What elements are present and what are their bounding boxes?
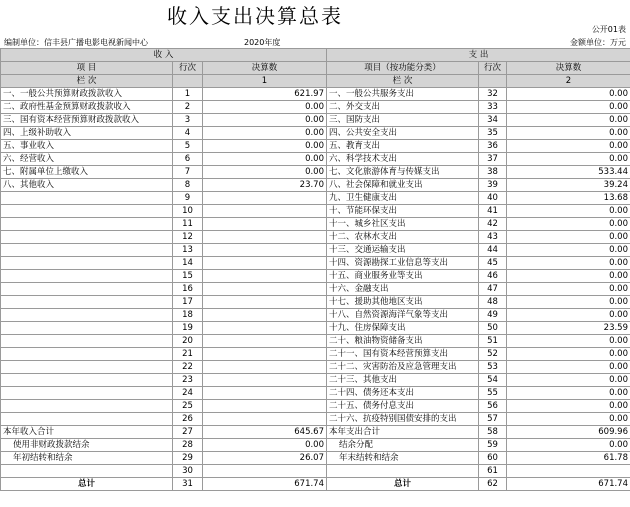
income-line-index bbox=[173, 75, 203, 88]
expense-line-no: 32 bbox=[479, 88, 507, 101]
expense-amount: 0.00 bbox=[507, 218, 630, 231]
income-amount bbox=[203, 361, 327, 374]
income-amount: 645.67 bbox=[203, 426, 327, 439]
income-line-no: 13 bbox=[173, 244, 203, 257]
table-row bbox=[1, 205, 630, 218]
expense-item: 三、国防支出 bbox=[327, 114, 479, 127]
income-amount bbox=[203, 257, 327, 270]
expense-item: 二十六、抗疫特别国债安排的支出 bbox=[327, 413, 479, 426]
income-item: 四、上级补助收入 bbox=[1, 127, 173, 140]
income-item: 一、一般公共预算财政拨款收入 bbox=[1, 88, 173, 101]
income-item bbox=[1, 244, 173, 257]
expense-item: 十七、援助其他地区支出 bbox=[327, 296, 479, 309]
income-amount bbox=[203, 374, 327, 387]
expense-amount: 0.00 bbox=[507, 205, 630, 218]
expense-line-no: 36 bbox=[479, 140, 507, 153]
income-amount: 0.00 bbox=[203, 127, 327, 140]
summary-row bbox=[1, 439, 630, 452]
table-row bbox=[1, 192, 630, 205]
total-row bbox=[1, 478, 630, 491]
expense-amount: 533.44 bbox=[507, 166, 630, 179]
income-amount-header: 决算数 bbox=[203, 62, 327, 75]
column-header-row bbox=[1, 62, 630, 75]
income-item: 五、事业收入 bbox=[1, 140, 173, 153]
expense-amount: 609.96 bbox=[507, 426, 630, 439]
expense-amount: 671.74 bbox=[507, 478, 630, 491]
income-item bbox=[1, 322, 173, 335]
expense-amount bbox=[507, 465, 630, 478]
income-amount: 621.97 bbox=[203, 88, 327, 101]
income-item: 八、其他收入 bbox=[1, 179, 173, 192]
expense-line-no: 55 bbox=[479, 387, 507, 400]
income-item bbox=[1, 335, 173, 348]
income-item bbox=[1, 374, 173, 387]
income-line-no: 2 bbox=[173, 101, 203, 114]
income-line-no: 20 bbox=[173, 335, 203, 348]
table-row bbox=[1, 140, 630, 153]
income-line-no: 31 bbox=[173, 478, 203, 491]
expense-line-no: 52 bbox=[479, 348, 507, 361]
table-row bbox=[1, 88, 630, 101]
income-amount bbox=[203, 283, 327, 296]
expense-line-no: 41 bbox=[479, 205, 507, 218]
income-item: 年初结转和结余 bbox=[1, 452, 173, 465]
income-amount bbox=[203, 309, 327, 322]
income-amount bbox=[203, 205, 327, 218]
income-line-no: 17 bbox=[173, 296, 203, 309]
expense-line-no: 53 bbox=[479, 361, 507, 374]
expense-amount: 0.00 bbox=[507, 257, 630, 270]
expense-item-header: 项目（按功能分类） bbox=[327, 62, 479, 75]
expense-amount: 61.78 bbox=[507, 452, 630, 465]
expense-item: 二十一、国有资本经营预算支出 bbox=[327, 348, 479, 361]
expense-amount: 0.00 bbox=[507, 244, 630, 257]
expense-line-no: 37 bbox=[479, 153, 507, 166]
income-amount-index: 1 bbox=[203, 75, 327, 88]
expense-item: 年末结转和结余 bbox=[327, 452, 479, 465]
table-row bbox=[1, 322, 630, 335]
income-section-header: 收 入 bbox=[1, 49, 327, 62]
income-item: 本年收入合计 bbox=[1, 426, 173, 439]
income-line-no: 12 bbox=[173, 231, 203, 244]
income-item bbox=[1, 400, 173, 413]
table-row bbox=[1, 374, 630, 387]
income-line-no: 14 bbox=[173, 257, 203, 270]
income-line-header: 行次 bbox=[173, 62, 203, 75]
table-row bbox=[1, 218, 630, 231]
income-amount bbox=[203, 335, 327, 348]
income-amount: 26.07 bbox=[203, 452, 327, 465]
income-amount bbox=[203, 465, 327, 478]
income-line-no: 5 bbox=[173, 140, 203, 153]
expense-amount: 0.00 bbox=[507, 114, 630, 127]
income-line-no: 15 bbox=[173, 270, 203, 283]
expense-line-no: 60 bbox=[479, 452, 507, 465]
income-item bbox=[1, 218, 173, 231]
summary-row bbox=[1, 452, 630, 465]
expense-item: 二、外交支出 bbox=[327, 101, 479, 114]
income-line-no: 4 bbox=[173, 127, 203, 140]
expense-item: 九、卫生健康支出 bbox=[327, 192, 479, 205]
expense-line-no: 40 bbox=[479, 192, 507, 205]
expense-amount: 13.68 bbox=[507, 192, 630, 205]
expense-item: 八、社会保障和就业支出 bbox=[327, 179, 479, 192]
income-column-label: 栏 次 bbox=[1, 75, 173, 88]
expense-amount: 0.00 bbox=[507, 361, 630, 374]
expense-item: 结余分配 bbox=[327, 439, 479, 452]
expense-amount: 0.00 bbox=[507, 127, 630, 140]
expense-item: 十六、金融支出 bbox=[327, 283, 479, 296]
report-title: 收入支出决算总表 bbox=[167, 4, 343, 28]
expense-item: 六、科学技术支出 bbox=[327, 153, 479, 166]
expense-amount: 0.00 bbox=[507, 140, 630, 153]
expense-line-no: 50 bbox=[479, 322, 507, 335]
income-expense-table bbox=[0, 48, 630, 491]
expense-item: 五、教育支出 bbox=[327, 140, 479, 153]
income-item bbox=[1, 296, 173, 309]
expense-line-no: 48 bbox=[479, 296, 507, 309]
income-item: 二、政府性基金预算财政拨款收入 bbox=[1, 101, 173, 114]
income-amount bbox=[203, 296, 327, 309]
expense-line-no: 44 bbox=[479, 244, 507, 257]
income-line-no: 21 bbox=[173, 348, 203, 361]
expense-section-header: 支 出 bbox=[327, 49, 630, 62]
income-line-no: 11 bbox=[173, 218, 203, 231]
expense-item: 四、公共安全支出 bbox=[327, 127, 479, 140]
income-amount bbox=[203, 231, 327, 244]
income-amount: 0.00 bbox=[203, 166, 327, 179]
table-row bbox=[1, 296, 630, 309]
income-item bbox=[1, 283, 173, 296]
income-item: 六、经营收入 bbox=[1, 153, 173, 166]
expense-item bbox=[327, 465, 479, 478]
expense-item: 二十五、债务付息支出 bbox=[327, 400, 479, 413]
table-row bbox=[1, 400, 630, 413]
table-body bbox=[1, 88, 630, 491]
income-amount bbox=[203, 387, 327, 400]
expense-amount: 0.00 bbox=[507, 270, 630, 283]
income-item: 总计 bbox=[1, 478, 173, 491]
table-row bbox=[1, 166, 630, 179]
expense-amount: 0.00 bbox=[507, 231, 630, 244]
expense-item: 本年支出合计 bbox=[327, 426, 479, 439]
income-line-no: 3 bbox=[173, 114, 203, 127]
expense-item: 二十、粮油物资储备支出 bbox=[327, 335, 479, 348]
expense-line-no: 61 bbox=[479, 465, 507, 478]
expense-item: 十三、交通运输支出 bbox=[327, 244, 479, 257]
table-row bbox=[1, 270, 630, 283]
income-line-no: 26 bbox=[173, 413, 203, 426]
income-item bbox=[1, 465, 173, 478]
expense-line-index bbox=[479, 75, 507, 88]
income-item bbox=[1, 348, 173, 361]
report-year: 2020年度 bbox=[244, 38, 281, 47]
income-amount bbox=[203, 218, 327, 231]
income-line-no: 25 bbox=[173, 400, 203, 413]
summary-row bbox=[1, 426, 630, 439]
income-amount bbox=[203, 244, 327, 257]
expense-amount: 0.00 bbox=[507, 413, 630, 426]
expense-line-no: 38 bbox=[479, 166, 507, 179]
expense-amount: 0.00 bbox=[507, 88, 630, 101]
table-row bbox=[1, 114, 630, 127]
expense-item: 十四、资源勘探工业信息等支出 bbox=[327, 257, 479, 270]
income-item bbox=[1, 270, 173, 283]
income-item bbox=[1, 413, 173, 426]
expense-item: 总计 bbox=[327, 478, 479, 491]
expense-line-no: 35 bbox=[479, 127, 507, 140]
income-amount bbox=[203, 270, 327, 283]
expense-line-no: 45 bbox=[479, 257, 507, 270]
income-amount bbox=[203, 413, 327, 426]
expense-item: 二十三、其他支出 bbox=[327, 374, 479, 387]
income-amount: 0.00 bbox=[203, 114, 327, 127]
income-line-no: 23 bbox=[173, 374, 203, 387]
expense-item: 十一、城乡社区支出 bbox=[327, 218, 479, 231]
income-line-no: 8 bbox=[173, 179, 203, 192]
income-line-no: 28 bbox=[173, 439, 203, 452]
expense-item: 一、一般公共服务支出 bbox=[327, 88, 479, 101]
expense-line-no: 34 bbox=[479, 114, 507, 127]
income-item bbox=[1, 192, 173, 205]
income-item bbox=[1, 257, 173, 270]
income-line-no: 22 bbox=[173, 361, 203, 374]
income-amount: 23.70 bbox=[203, 179, 327, 192]
expense-line-no: 39 bbox=[479, 179, 507, 192]
summary-row bbox=[1, 465, 630, 478]
expense-amount: 0.00 bbox=[507, 101, 630, 114]
expense-amount: 0.00 bbox=[507, 348, 630, 361]
income-item: 三、国有资本经营预算财政拨款收入 bbox=[1, 114, 173, 127]
income-amount bbox=[203, 192, 327, 205]
expense-line-no: 46 bbox=[479, 270, 507, 283]
income-item bbox=[1, 205, 173, 218]
table-row bbox=[1, 244, 630, 257]
expense-line-no: 57 bbox=[479, 413, 507, 426]
income-item bbox=[1, 309, 173, 322]
income-item: 使用非财政拨款结余 bbox=[1, 439, 173, 452]
income-line-no: 27 bbox=[173, 426, 203, 439]
income-line-no: 30 bbox=[173, 465, 203, 478]
table-row bbox=[1, 361, 630, 374]
table-row bbox=[1, 257, 630, 270]
income-line-no: 1 bbox=[173, 88, 203, 101]
income-amount bbox=[203, 400, 327, 413]
income-line-no: 16 bbox=[173, 283, 203, 296]
expense-line-no: 54 bbox=[479, 374, 507, 387]
income-amount: 0.00 bbox=[203, 153, 327, 166]
expense-line-no: 47 bbox=[479, 283, 507, 296]
income-line-no: 29 bbox=[173, 452, 203, 465]
expense-line-no: 62 bbox=[479, 478, 507, 491]
table-row bbox=[1, 283, 630, 296]
table-row bbox=[1, 348, 630, 361]
expense-amount: 0.00 bbox=[507, 335, 630, 348]
income-line-no: 19 bbox=[173, 322, 203, 335]
table-row bbox=[1, 101, 630, 114]
table-row bbox=[1, 413, 630, 426]
expense-item: 十二、农林水支出 bbox=[327, 231, 479, 244]
expense-amount: 0.00 bbox=[507, 400, 630, 413]
reporting-unit: 编制单位：信丰县广播电影电视新闻中心 bbox=[4, 38, 148, 47]
expense-line-no: 51 bbox=[479, 335, 507, 348]
income-item bbox=[1, 231, 173, 244]
expense-item: 二十二、灾害防治及应急管理支出 bbox=[327, 361, 479, 374]
expense-line-no: 58 bbox=[479, 426, 507, 439]
expense-item: 十五、商业服务业等支出 bbox=[327, 270, 479, 283]
income-item-header: 项 目 bbox=[1, 62, 173, 75]
expense-amount: 0.00 bbox=[507, 439, 630, 452]
income-item bbox=[1, 387, 173, 400]
income-amount bbox=[203, 348, 327, 361]
expense-line-no: 49 bbox=[479, 309, 507, 322]
expense-line-no: 33 bbox=[479, 101, 507, 114]
form-number: 公开01表 bbox=[591, 25, 626, 34]
table-row bbox=[1, 153, 630, 166]
expense-amount-header: 决算数 bbox=[507, 62, 630, 75]
expense-amount-index: 2 bbox=[507, 75, 630, 88]
expense-item: 十、节能环保支出 bbox=[327, 205, 479, 218]
expense-amount: 23.59 bbox=[507, 322, 630, 335]
expense-item: 十九、住房保障支出 bbox=[327, 322, 479, 335]
expense-item: 二十四、债务还本支出 bbox=[327, 387, 479, 400]
income-amount: 671.74 bbox=[203, 478, 327, 491]
income-amount: 0.00 bbox=[203, 140, 327, 153]
expense-amount: 0.00 bbox=[507, 283, 630, 296]
expense-line-no: 59 bbox=[479, 439, 507, 452]
income-line-no: 18 bbox=[173, 309, 203, 322]
income-line-no: 6 bbox=[173, 153, 203, 166]
income-item bbox=[1, 361, 173, 374]
expense-amount: 39.24 bbox=[507, 179, 630, 192]
expense-line-no: 42 bbox=[479, 218, 507, 231]
expense-line-no: 43 bbox=[479, 231, 507, 244]
money-unit: 金额单位：万元 bbox=[570, 38, 626, 47]
table-row bbox=[1, 387, 630, 400]
table-row bbox=[1, 309, 630, 322]
income-amount bbox=[203, 322, 327, 335]
income-amount: 0.00 bbox=[203, 101, 327, 114]
table-row bbox=[1, 231, 630, 244]
income-item: 七、附属单位上缴收入 bbox=[1, 166, 173, 179]
income-line-no: 24 bbox=[173, 387, 203, 400]
expense-item: 七、文化旅游体育与传媒支出 bbox=[327, 166, 479, 179]
expense-amount: 0.00 bbox=[507, 387, 630, 400]
expense-amount: 0.00 bbox=[507, 153, 630, 166]
income-line-no: 9 bbox=[173, 192, 203, 205]
expense-column-label: 栏 次 bbox=[327, 75, 479, 88]
section-header-row bbox=[1, 49, 630, 62]
income-line-no: 7 bbox=[173, 166, 203, 179]
column-index-row bbox=[1, 75, 630, 88]
income-amount: 0.00 bbox=[203, 439, 327, 452]
table-row bbox=[1, 335, 630, 348]
expense-amount: 0.00 bbox=[507, 374, 630, 387]
expense-amount: 0.00 bbox=[507, 309, 630, 322]
income-line-no: 10 bbox=[173, 205, 203, 218]
table-row bbox=[1, 179, 630, 192]
expense-line-no: 56 bbox=[479, 400, 507, 413]
expense-amount: 0.00 bbox=[507, 296, 630, 309]
expense-line-header: 行次 bbox=[479, 62, 507, 75]
table-row bbox=[1, 127, 630, 140]
expense-item: 十八、自然资源海洋气象等支出 bbox=[327, 309, 479, 322]
